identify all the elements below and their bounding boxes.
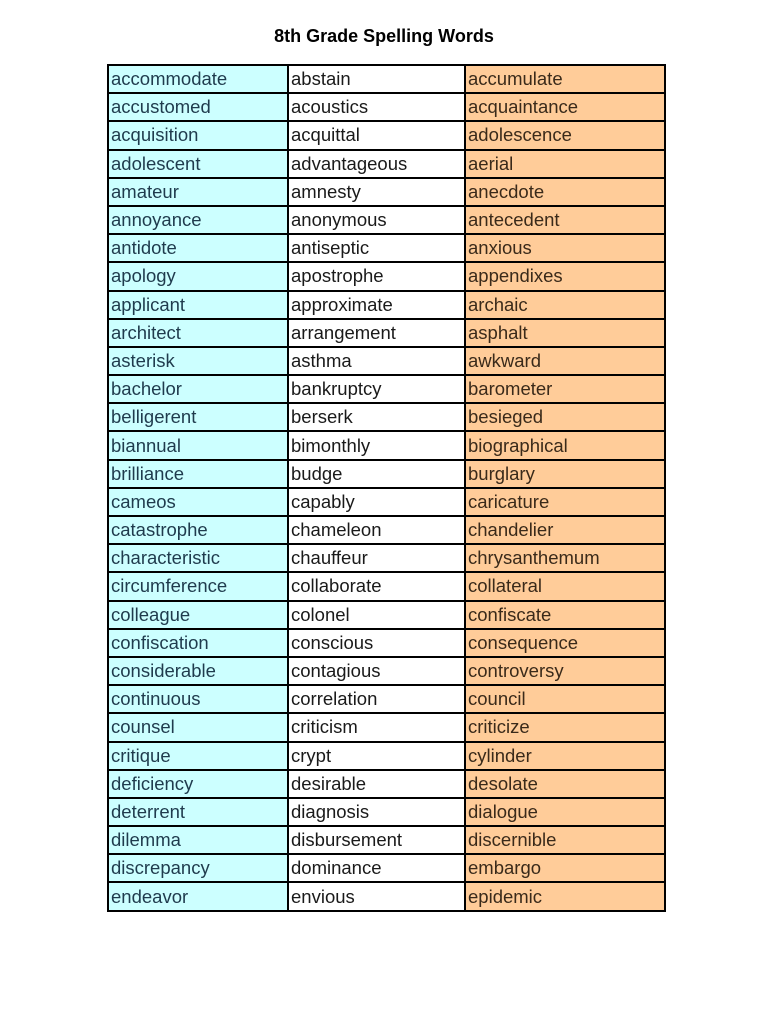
word-cell: brilliance — [108, 460, 288, 488]
word-cell: desolate — [465, 770, 665, 798]
table-row — [108, 460, 665, 488]
table-row — [108, 685, 665, 713]
word-cell: dilemma — [108, 826, 288, 854]
word-cell: accommodate — [108, 65, 288, 93]
word-cell: asthma — [288, 347, 465, 375]
word-cell: apology — [108, 262, 288, 290]
table-row — [108, 150, 665, 178]
table-row — [108, 403, 665, 431]
word-cell: adolescent — [108, 150, 288, 178]
table-row — [108, 488, 665, 516]
word-cell: endeavor — [108, 882, 288, 910]
word-cell: annoyance — [108, 206, 288, 234]
page-title: 8th Grade Spelling Words — [274, 26, 494, 46]
word-cell: bimonthly — [288, 431, 465, 459]
word-cell: consequence — [465, 629, 665, 657]
word-cell: counsel — [108, 713, 288, 741]
table-row — [108, 375, 665, 403]
word-cell: burglary — [465, 460, 665, 488]
word-cell: apostrophe — [288, 262, 465, 290]
word-cell: criticize — [465, 713, 665, 741]
word-cell: acquaintance — [465, 93, 665, 121]
table-row — [108, 742, 665, 770]
word-cell: barometer — [465, 375, 665, 403]
word-cell: chameleon — [288, 516, 465, 544]
word-cell: chauffeur — [288, 544, 465, 572]
table-row — [108, 770, 665, 798]
word-cell: considerable — [108, 657, 288, 685]
word-cell: acoustics — [288, 93, 465, 121]
word-cell: budge — [288, 460, 465, 488]
word-cell: caricature — [465, 488, 665, 516]
word-cell: cylinder — [465, 742, 665, 770]
word-cell: anecdote — [465, 178, 665, 206]
word-cell: advantageous — [288, 150, 465, 178]
spelling-words-body — [108, 65, 665, 911]
word-cell: awkward — [465, 347, 665, 375]
word-cell: disbursement — [288, 826, 465, 854]
word-cell: dominance — [288, 854, 465, 882]
table-row — [108, 516, 665, 544]
word-cell: biographical — [465, 431, 665, 459]
word-cell: acquittal — [288, 121, 465, 149]
word-cell: arrangement — [288, 319, 465, 347]
word-cell: aerial — [465, 150, 665, 178]
word-cell: council — [465, 685, 665, 713]
word-cell: antidote — [108, 234, 288, 262]
word-cell: capably — [288, 488, 465, 516]
word-cell: architect — [108, 319, 288, 347]
word-cell: applicant — [108, 291, 288, 319]
table-row — [108, 291, 665, 319]
word-cell: confiscate — [465, 601, 665, 629]
word-cell: characteristic — [108, 544, 288, 572]
table-row — [108, 319, 665, 347]
table-row — [108, 65, 665, 93]
word-cell: correlation — [288, 685, 465, 713]
word-cell: accumulate — [465, 65, 665, 93]
table-row — [108, 93, 665, 121]
word-cell: anonymous — [288, 206, 465, 234]
table-row — [108, 178, 665, 206]
word-cell: crypt — [288, 742, 465, 770]
table-row — [108, 629, 665, 657]
table-row — [108, 347, 665, 375]
word-cell: asphalt — [465, 319, 665, 347]
word-cell: colonel — [288, 601, 465, 629]
table-row — [108, 601, 665, 629]
table-row — [108, 826, 665, 854]
word-cell: contagious — [288, 657, 465, 685]
word-cell: catastrophe — [108, 516, 288, 544]
table-row — [108, 262, 665, 290]
table-row — [108, 572, 665, 600]
word-cell: dialogue — [465, 798, 665, 826]
word-cell: abstain — [288, 65, 465, 93]
table-row — [108, 544, 665, 572]
word-cell: archaic — [465, 291, 665, 319]
word-cell: discernible — [465, 826, 665, 854]
word-cell: confiscation — [108, 629, 288, 657]
table-row — [108, 854, 665, 882]
table-row — [108, 882, 665, 910]
table-row — [108, 657, 665, 685]
word-cell: epidemic — [465, 882, 665, 910]
word-cell: critique — [108, 742, 288, 770]
word-cell: embargo — [465, 854, 665, 882]
word-cell: conscious — [288, 629, 465, 657]
word-cell: accustomed — [108, 93, 288, 121]
table-row — [108, 234, 665, 262]
word-cell: circumference — [108, 572, 288, 600]
table-row — [108, 206, 665, 234]
word-cell: appendixes — [465, 262, 665, 290]
word-cell: chrysanthemum — [465, 544, 665, 572]
word-cell: acquisition — [108, 121, 288, 149]
word-cell: besieged — [465, 403, 665, 431]
word-cell: bankruptcy — [288, 375, 465, 403]
word-cell: colleague — [108, 601, 288, 629]
word-cell: criticism — [288, 713, 465, 741]
word-cell: continuous — [108, 685, 288, 713]
word-cell: belligerent — [108, 403, 288, 431]
table-row — [108, 431, 665, 459]
word-cell: bachelor — [108, 375, 288, 403]
spelling-words-table — [107, 64, 666, 912]
word-cell: deficiency — [108, 770, 288, 798]
word-cell: desirable — [288, 770, 465, 798]
word-cell: cameos — [108, 488, 288, 516]
word-cell: chandelier — [465, 516, 665, 544]
word-cell: collaborate — [288, 572, 465, 600]
table-row — [108, 121, 665, 149]
word-cell: adolescence — [465, 121, 665, 149]
word-cell: amateur — [108, 178, 288, 206]
word-cell: deterrent — [108, 798, 288, 826]
word-cell: berserk — [288, 403, 465, 431]
word-cell: envious — [288, 882, 465, 910]
word-cell: collateral — [465, 572, 665, 600]
word-cell: approximate — [288, 291, 465, 319]
word-cell: asterisk — [108, 347, 288, 375]
word-cell: amnesty — [288, 178, 465, 206]
word-cell: discrepancy — [108, 854, 288, 882]
word-cell: diagnosis — [288, 798, 465, 826]
word-cell: anxious — [465, 234, 665, 262]
word-cell: controversy — [465, 657, 665, 685]
word-cell: antiseptic — [288, 234, 465, 262]
table-row — [108, 713, 665, 741]
word-cell: biannual — [108, 431, 288, 459]
table-row — [108, 798, 665, 826]
word-cell: antecedent — [465, 206, 665, 234]
